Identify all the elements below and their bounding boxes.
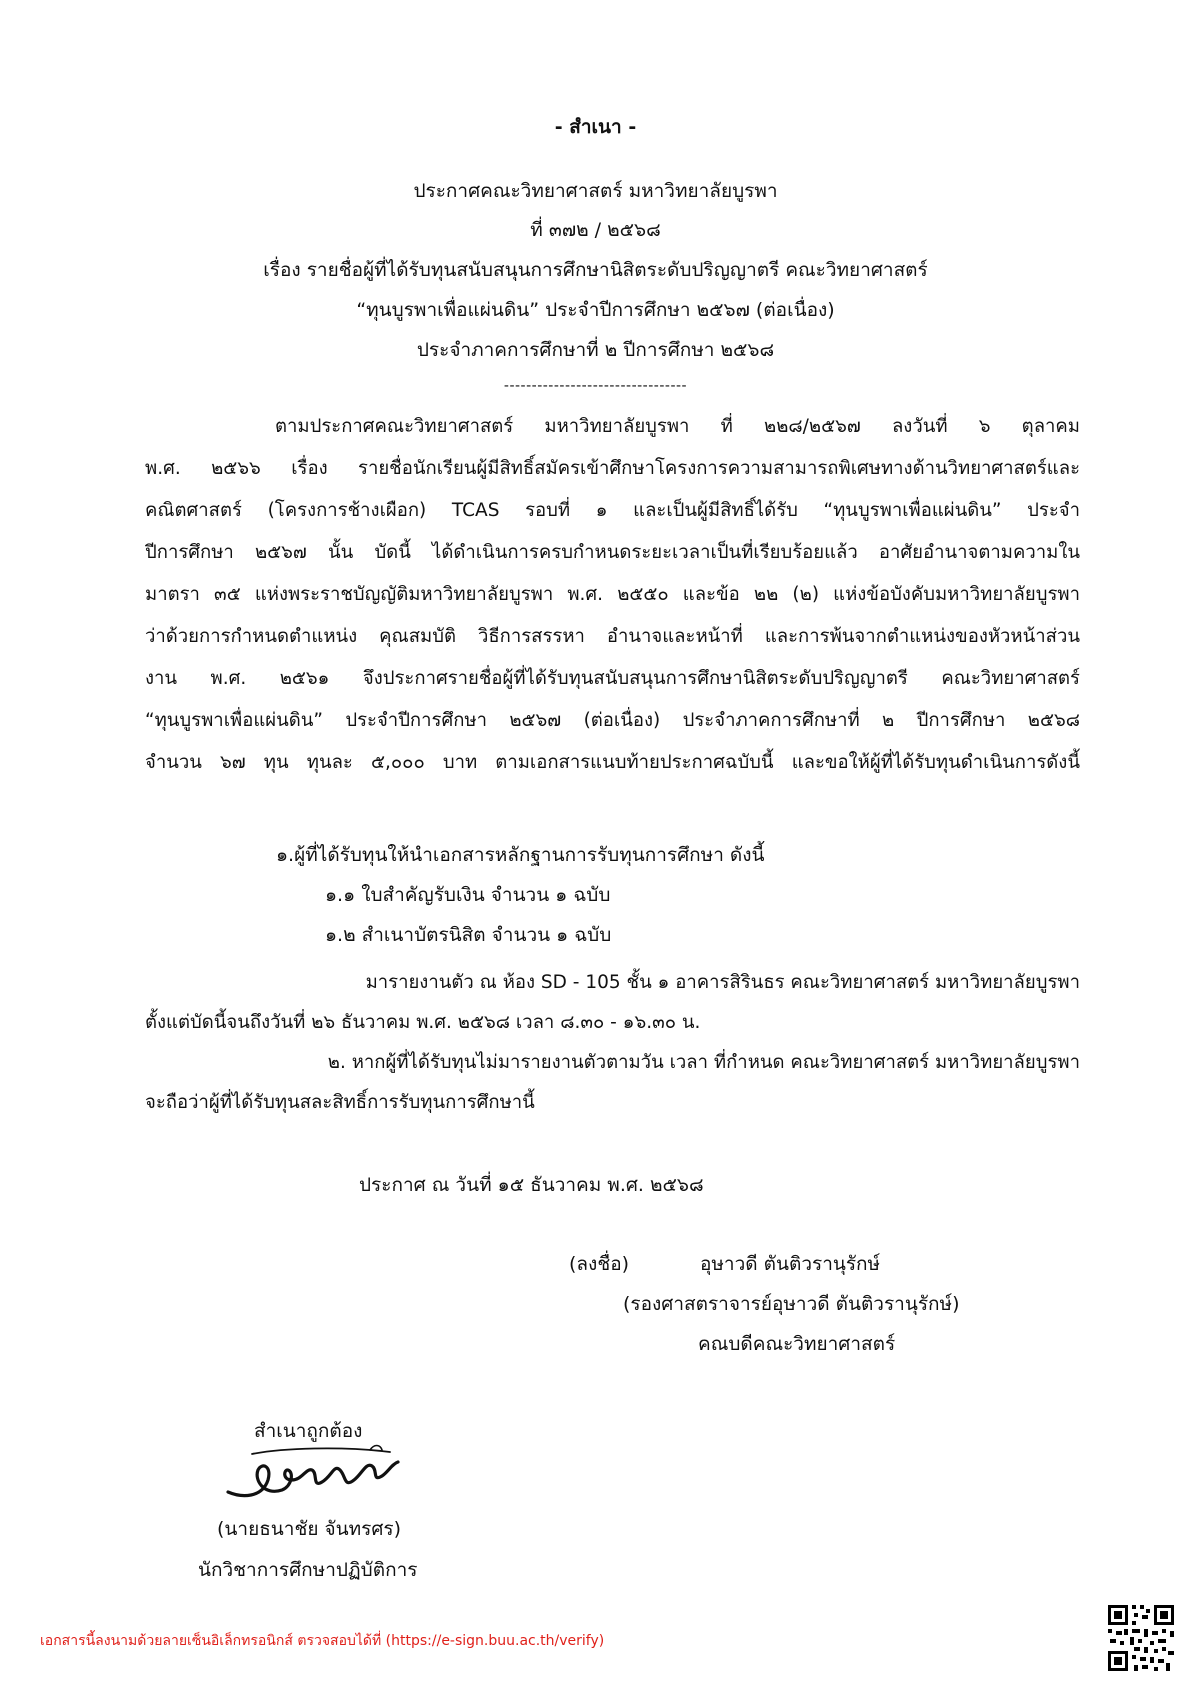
paragraph-line: “ทุนบูรพาเพื่อแผ่นดิน” ประจำปีการศึกษา ๒๕๖๗ (ต่อเนื่อง) ประจำภาคการศึกษาที่ ๒ ปีการศึกษา ๒๕๖๘ [145,710,1080,731]
certified-copy-label: สำเนาถูกต้อง [254,1420,363,1442]
org-title: ประกาศคณะวิทยาศาสตร์ มหาวิทยาลัยบูรพา [413,180,778,202]
item-2-line-1: ๒. หากผู้ที่ได้รับทุนไม่มารายงานตัวตามวัน เวลา ที่กำหนด คณะวิทยาศาสตร์ มหาวิทยาลัยบูรพา [327,1052,1080,1073]
paragraph-line: ว่าด้วยการกำหนดตำแหน่ง คุณสมบัติ วิธีการสรรหา อำนาจและหน้าที่ และการพ้นจากตำแหน่งของหัวหน้าส่วน [145,626,1080,647]
paragraph-line: พ.ศ. ๒๕๖๖ เรื่อง รายชื่อนักเรียนผู้มีสิทธิ์สมัครเข้าศึกษาโครงการความสามารถพิเศษทางด้านวิทยาศาสตร์และ [145,458,1080,479]
paragraph-line: จำนวน ๖๗ ทุน ทุนละ ๕,๐๐๐ บาท ตามเอกสารแนบท้ายประกาศฉบับนี้ และขอให้ผู้ที่ได้รับทุนดำเนินการดังนี้ [145,752,1080,773]
signatory-position: คณบดีคณะวิทยาศาสตร์ [698,1333,896,1355]
paragraph-line: งาน พ.ศ. ๒๕๖๑ จึงประกาศรายชื่อผู้ที่ได้รับทุนสนับสนุนการศึกษานิสิตระดับปริญญาตรี คณะวิทยาศาสตร์ [145,668,1080,689]
divider: --------------------------------- [503,378,688,394]
report-line-1: มารายงานตัว ณ ห้อง SD - 105 ชั้น ๑ อาคารสิรินธร คณะวิทยาศาสตร์ มหาวิทยาลัยบูรพา [365,972,1080,993]
signatory-full-title: (รองศาสตราจารย์อุษาวดี ตันติวรานุรักษ์) [623,1293,960,1315]
signatory-name: อุษาวดี ตันติวรานุรักษ์ [700,1253,881,1275]
certifier-position: นักวิชาการศึกษาปฏิบัติการ [198,1559,418,1581]
certifier-name: (นายธนาชัย จันทรศร) [217,1518,402,1540]
item-1-2: ๑.๒ สำเนาบัตรนิสิต จำนวน ๑ ฉบับ [325,924,612,946]
subject-line-2: “ทุนบูรพาเพื่อแผ่นดิน” ประจำปีการศึกษา ๒๕๖๗ (ต่อเนื่อง) [356,299,835,321]
announcement-number: ที่ ๓๗๒ / ๒๕๖๘ [530,219,661,241]
paragraph-line: ตามประกาศคณะวิทยาศาสตร์ มหาวิทยาลัยบูรพา ที่ ๒๒๘/๒๕๖๗ ลงวันที่ ๖ ตุลาคม [275,416,1080,437]
esign-verify-note: เอกสารนี้ลงนามด้วยลายเซ็นอิเล็กทรอนิกส์ ตรวจสอบได้ที่ (https://e-sign.buu.ac.th/verify) [40,1633,605,1649]
qr-code-icon [1106,1603,1176,1673]
main-paragraph [145,406,1080,784]
report-line-2: ตั้งแต่บัดนี้จนถึงวันที่ ๒๖ ธันวาคม พ.ศ. ๒๕๖๘ เวลา ๘.๓๐ - ๑๖.๓๐ น. [145,1012,701,1033]
item-2-line-2: จะถือว่าผู้ที่ได้รับทุนสละสิทธิ์การรับทุนการศึกษานี้ [145,1092,535,1113]
paragraph-line: ปีการศึกษา ๒๕๖๗ นั้น บัดนี้ ได้ดำเนินการครบกำหนดระยะเวลาเป็นที่เรียบร้อยแล้ว อาศัยอำนาจตามความใน [145,542,1080,563]
paragraph-line: คณิตศาสตร์ (โครงการช้างเผือก) TCAS รอบที่ ๑ และเป็นผู้มีสิทธิ์ได้รับ “ทุนบูรพาเพื่อแผ่นดิน” ประจำ [145,500,1080,521]
item-1: ๑.ผู้ที่ได้รับทุนให้นำเอกสารหลักฐานการรับทุนการศึกษา ดังนี้ [276,844,765,866]
handwritten-signature [222,1440,402,1508]
copy-mark: - สำเนา - [554,116,637,138]
item-1-1: ๑.๑ ใบสำคัญรับเงิน จำนวน ๑ ฉบับ [325,884,611,906]
paragraph-line: มาตรา ๓๕ แห่งพระราชบัญญัติมหาวิทยาลัยบูรพา พ.ศ. ๒๕๕๐ และข้อ ๒๒ (๒) แห่งข้อบังคับมหาวิทยาลัยบูรพา [145,584,1080,605]
signed-label: (ลงชื่อ) [569,1253,630,1275]
announcement-date: ประกาศ ณ วันที่ ๑๕ ธันวาคม พ.ศ. ๒๕๖๘ [359,1174,704,1196]
subject-line-1: เรื่อง รายชื่อผู้ที่ได้รับทุนสนับสนุนการศึกษานิสิตระดับปริญญาตรี คณะวิทยาศาสตร์ [263,259,928,281]
subject-line-3: ประจำภาคการศึกษาที่ ๒ ปีการศึกษา ๒๕๖๘ [416,339,775,361]
